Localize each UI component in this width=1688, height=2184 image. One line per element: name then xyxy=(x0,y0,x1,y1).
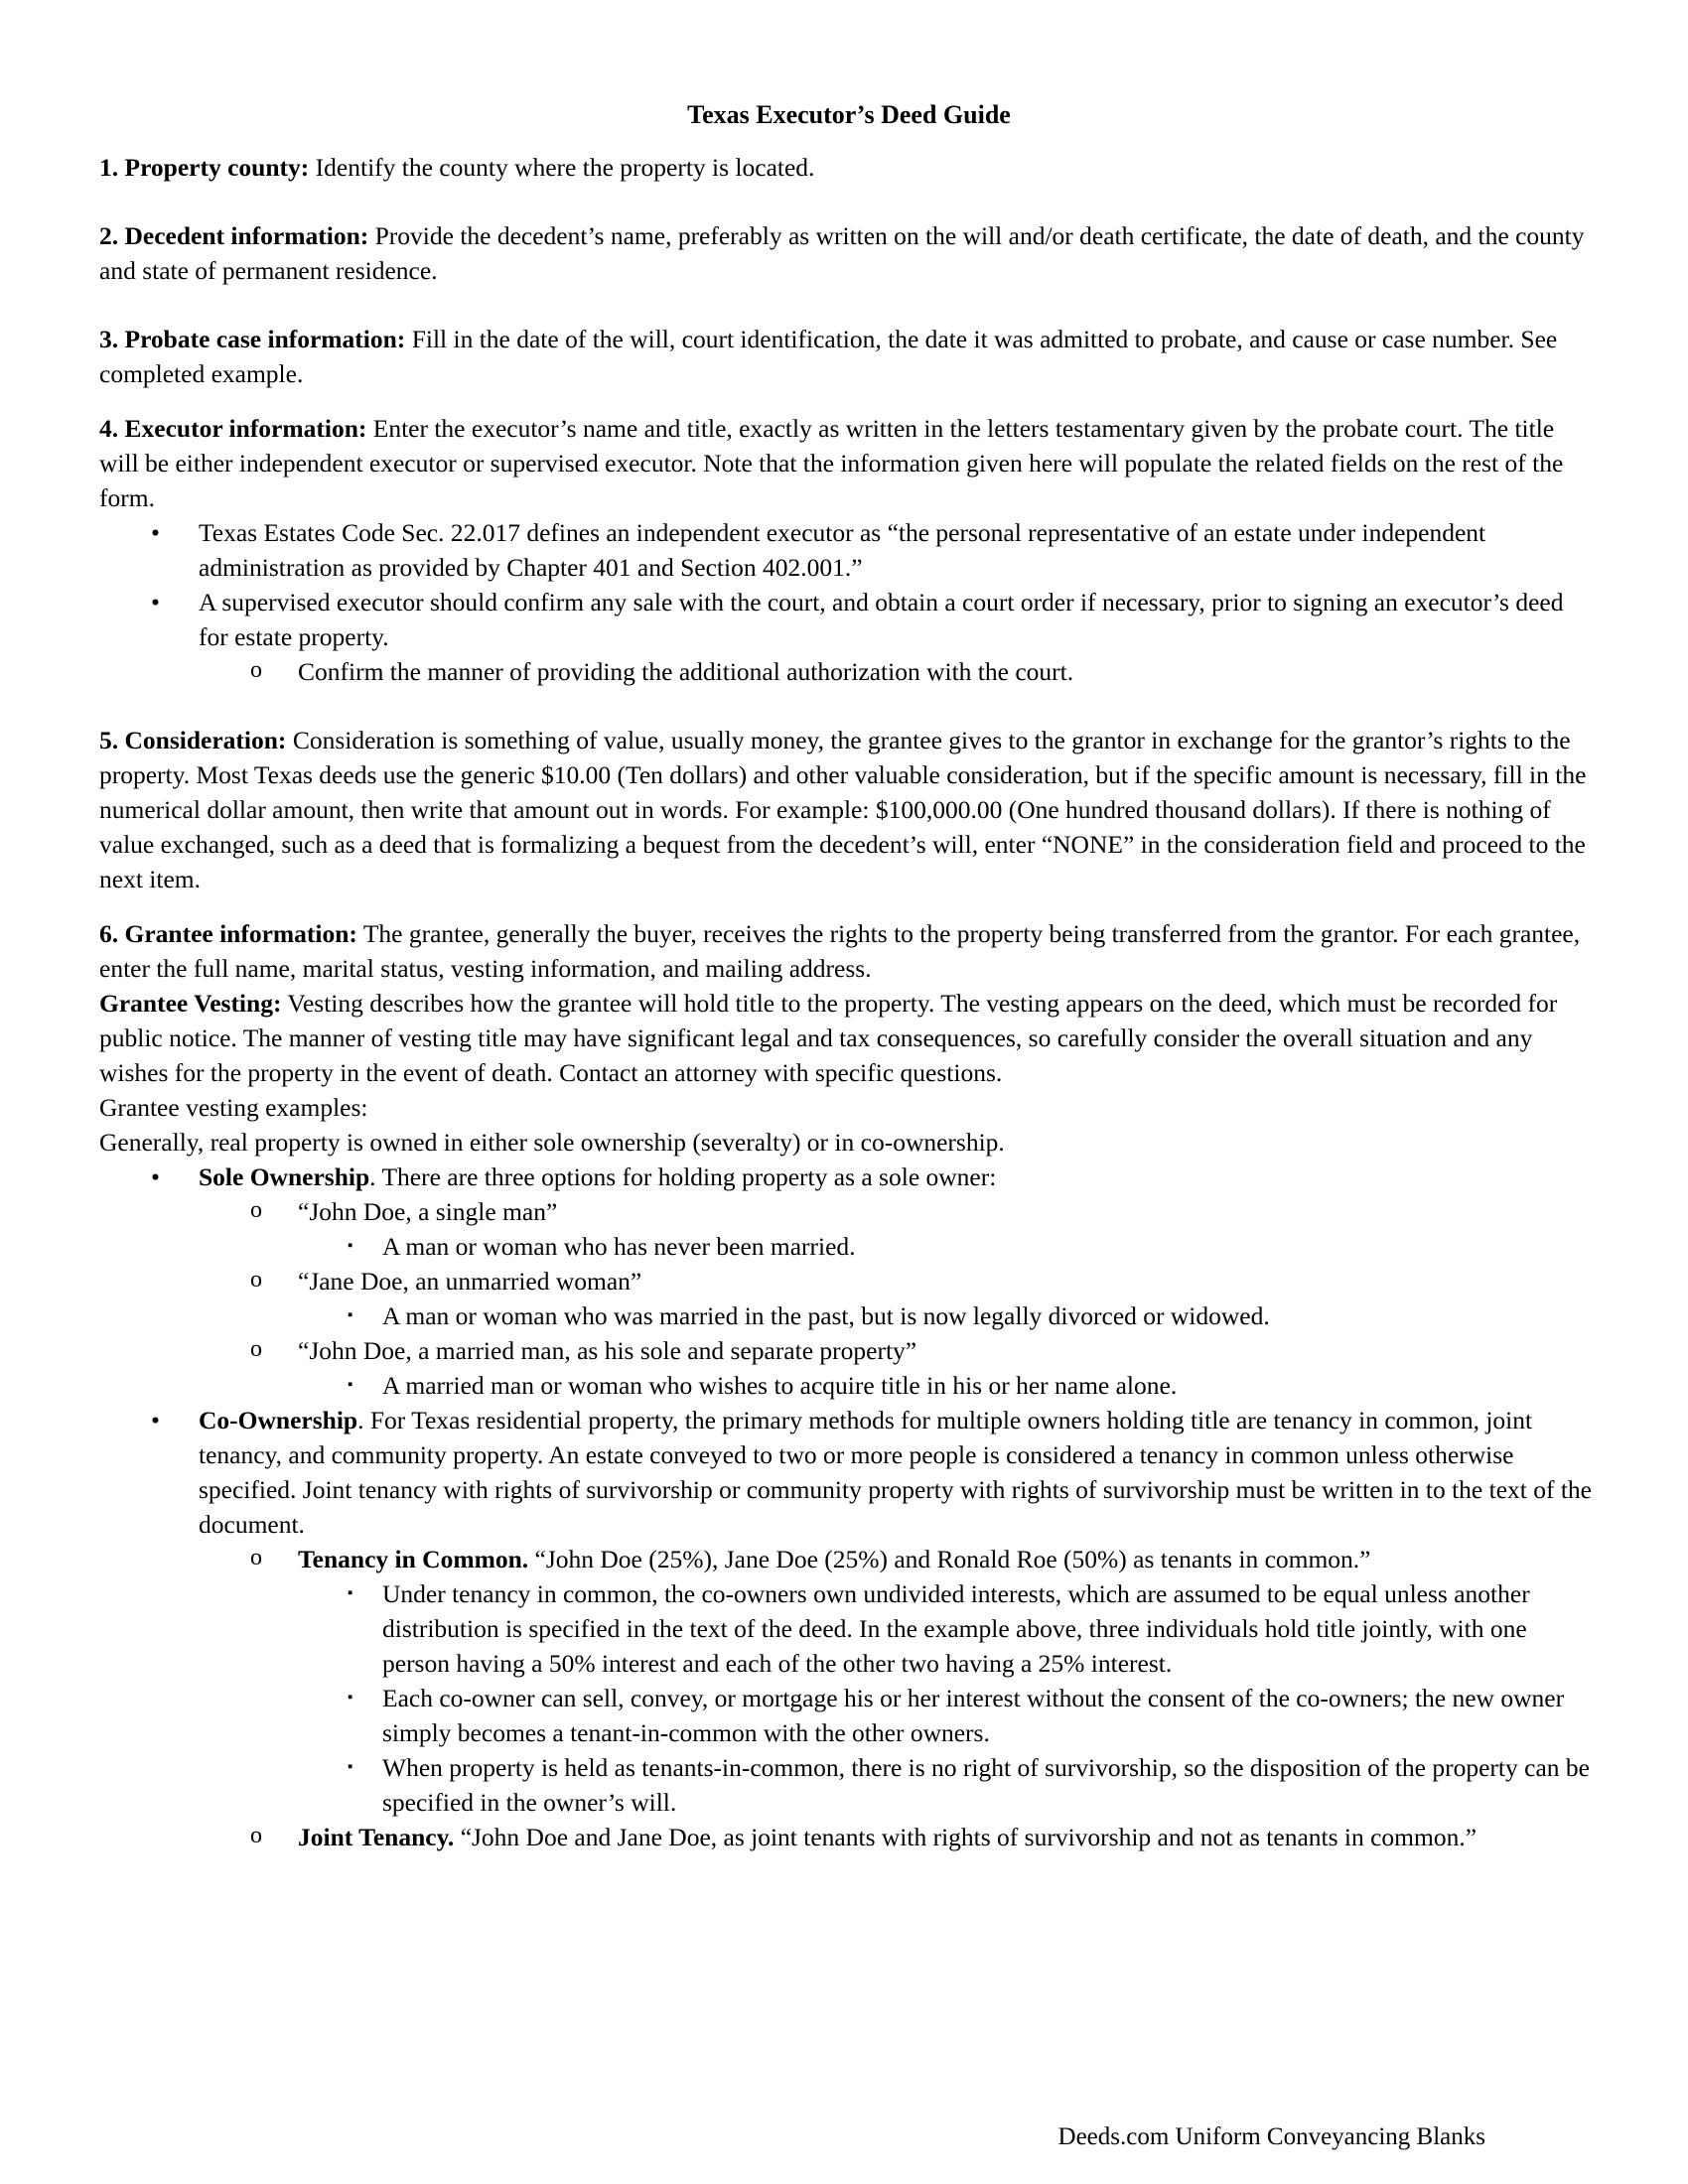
section-paragraph xyxy=(99,411,1599,515)
sub-list xyxy=(99,654,1599,689)
list-item xyxy=(99,585,1599,689)
list-item-sole-ownership xyxy=(99,1160,1599,1403)
list-item xyxy=(99,1576,1599,1681)
list-item-text: “John Doe (25%), Jane Doe (25%) and Ronald Roe (50%) as tenants in common.” xyxy=(528,1545,1371,1573)
section-text: Identify the county where the property is located. xyxy=(309,153,815,182)
ownership-list xyxy=(99,1160,1599,1854)
section-label: 5. Consideration: xyxy=(99,726,287,754)
sole-options-list xyxy=(99,1194,1599,1403)
list-item-joint-tenancy xyxy=(99,1820,1599,1854)
list-item-text: A married man or woman who wishes to acquire title in his or her name alone. xyxy=(382,1371,1178,1400)
list-item-text: When property is held as tenants-in-common, there is no right of survivorship, so the disposition of the property can be specified in the owner’s will. xyxy=(382,1753,1590,1817)
list-item-text: A man or woman who has never been married. xyxy=(382,1232,856,1261)
list-item-label: Joint Tenancy. xyxy=(298,1823,455,1851)
list-item xyxy=(99,515,1599,585)
list-item xyxy=(99,654,1599,689)
section-label: Grantee Vesting: xyxy=(99,989,282,1018)
bullet-marker: • xyxy=(151,1406,160,1434)
list-item-co-ownership xyxy=(99,1403,1599,1854)
note-list xyxy=(99,1576,1599,1820)
list-item-text: Confirm the manner of providing the additional authorization with the court. xyxy=(298,657,1074,686)
section-grantee-information xyxy=(99,916,1599,1854)
list-item-text: “John Doe, a married man, as his sole and separate property” xyxy=(298,1336,917,1365)
list-item-label: Co-Ownership xyxy=(199,1406,358,1434)
list-item-text: Under tenancy in common, the co-owners own undivided interests, which are assumed to be equal unless another distribution is specified in the text of the deed. In the example above, three individuals hold title jointly, with one person having a 50% interest and each of the other two having a 25% interest. xyxy=(382,1579,1530,1678)
section-executor-information xyxy=(99,411,1599,689)
note-list xyxy=(99,1298,1599,1333)
list-item-text: . There are three options for holding property as a sole owner: xyxy=(369,1162,997,1191)
square-marker: ▪ xyxy=(348,1759,353,1775)
list-item-label: Tenancy in Common. xyxy=(298,1545,529,1573)
list-item xyxy=(99,1194,1599,1264)
circle-marker: o xyxy=(250,1197,262,1223)
list-item-tenancy-in-common xyxy=(99,1542,1599,1820)
list-item-text: A man or woman who was married in the past, but is now legally divorced or widowed. xyxy=(382,1301,1270,1330)
bullet-marker: • xyxy=(151,1162,160,1191)
list-item xyxy=(99,1298,1599,1333)
list-item-text: A supervised executor should confirm any sale with the court, and obtain a court order if necessary, prior to signing an executor’s deed for estate property. xyxy=(199,588,1564,651)
list-item-label: Sole Ownership xyxy=(199,1162,370,1191)
list-item-text: “John Doe and Jane Doe, as joint tenants with rights of survivorship and not as tenants in common.” xyxy=(454,1823,1477,1851)
list-item-text: Each co-owner can sell, convey, or mortgage his or her interest without the consent of the co-owners; the new owner simply becomes a tenant-in-common with the other owners. xyxy=(382,1684,1565,1747)
list-item xyxy=(99,1333,1599,1403)
circle-marker: o xyxy=(250,1267,262,1293)
square-marker: ▪ xyxy=(348,1238,353,1254)
section-probate-case-information xyxy=(99,322,1599,391)
note-list xyxy=(99,1229,1599,1264)
list-item xyxy=(99,1681,1599,1750)
square-marker: ▪ xyxy=(348,1585,353,1601)
section-text: Consideration is something of value, usually money, the grantee gives to the grantor in exchange for the grantor’s rights to the property. Most Texas deeds use the generic $10.00 (Ten dollars) and other valuable consideration, but if the specific amount is necessary, fill in the numerical dollar amount, then write that amount out in words. For example: $100,000.00 (One hundred thousand dollars). If there is nothing of value exchanged, such as a deed that is formalizing a bequest from the decedent’s will, enter “NONE” in the consideration field and proceed to the next item. xyxy=(99,726,1587,893)
list-item-text: “Jane Doe, an unmarried woman” xyxy=(298,1267,642,1296)
section-label: 3. Probate case information: xyxy=(99,325,406,353)
page-title: Texas Executor’s Deed Guide xyxy=(687,100,1011,129)
list-item-text: . For Texas residential property, the primary methods for multiple owners holding title are tenancy in common, joint tenancy, and community property. An estate conveyed to two or more people is considered a tenancy in common unless otherwise specified. Joint tenancy with rights of survivorship or community property with rights of survivorship must be written in to the text of the document. xyxy=(199,1406,1592,1539)
section-consideration xyxy=(99,723,1599,896)
circle-marker: o xyxy=(250,1545,262,1570)
section-text: Provide the decedent’s name, preferably as written on the will and/or death certificate, the date of death, and the county and state of permanent residence. xyxy=(99,221,1585,285)
bullet-marker: • xyxy=(151,588,160,616)
section-label: 4. Executor information: xyxy=(99,414,367,443)
note-list xyxy=(99,1368,1599,1403)
section-label: 6. Grantee information: xyxy=(99,919,357,948)
list-item xyxy=(99,1229,1599,1264)
grantee-vesting-paragraph xyxy=(99,986,1599,1090)
circle-marker: o xyxy=(250,1823,262,1848)
section-paragraph xyxy=(99,916,1599,986)
footer-text: Deeds.com Uniform Conveyancing Blanks xyxy=(1057,2123,1485,2150)
executor-bullet-list xyxy=(99,515,1599,689)
section-text: The grantee, generally the buyer, receives the rights to the property being transferred from the grantor. For each grantee, enter the full name, marital status, vesting information, and mailing address. xyxy=(99,919,1581,983)
bullet-marker: • xyxy=(151,518,160,547)
list-item xyxy=(99,1368,1599,1403)
section-text: Fill in the date of the will, court identification, the date it was admitted to probate, and cause or case number. See completed example. xyxy=(99,325,1558,388)
circle-marker: o xyxy=(250,657,262,683)
list-item xyxy=(99,1264,1599,1333)
list-item-text: Texas Estates Code Sec. 22.017 defines an independent executor as “the personal representative of an estate under independent administration as provided by Chapter 401 and Section 402.001.” xyxy=(199,518,1486,582)
section-property-county xyxy=(99,150,1599,185)
section-label: 2. Decedent information: xyxy=(99,221,369,250)
co-options-list xyxy=(99,1542,1599,1854)
examples-intro: Generally, real property is owned in either sole ownership (severalty) or in co-ownership. xyxy=(99,1128,1005,1157)
section-decedent-information xyxy=(99,218,1599,288)
section-label: 1. Property county: xyxy=(99,153,310,182)
section-text: Enter the executor’s name and title, exactly as written in the letters testamentary given by the probate court. The title will be either independent executor or supervised executor. Note that the information given here will populate the related fields on the rest of the form. xyxy=(99,414,1564,512)
section-text: Vesting describes how the grantee will hold title to the property. The vesting appears on the deed, which must be recorded for public notice. The manner of vesting title may have significant legal and tax consequences, so carefully consider the overall situation and any wishes for the property in the event of death. Contact an attorney with specific questions. xyxy=(99,989,1558,1087)
list-item-text: “John Doe, a single man” xyxy=(298,1197,558,1226)
square-marker: ▪ xyxy=(348,1307,353,1323)
square-marker: ▪ xyxy=(348,1690,353,1706)
document-body xyxy=(99,97,1599,1854)
circle-marker: o xyxy=(250,1336,262,1362)
square-marker: ▪ xyxy=(348,1377,353,1393)
examples-heading: Grantee vesting examples: xyxy=(99,1093,368,1122)
list-item xyxy=(99,1750,1599,1820)
